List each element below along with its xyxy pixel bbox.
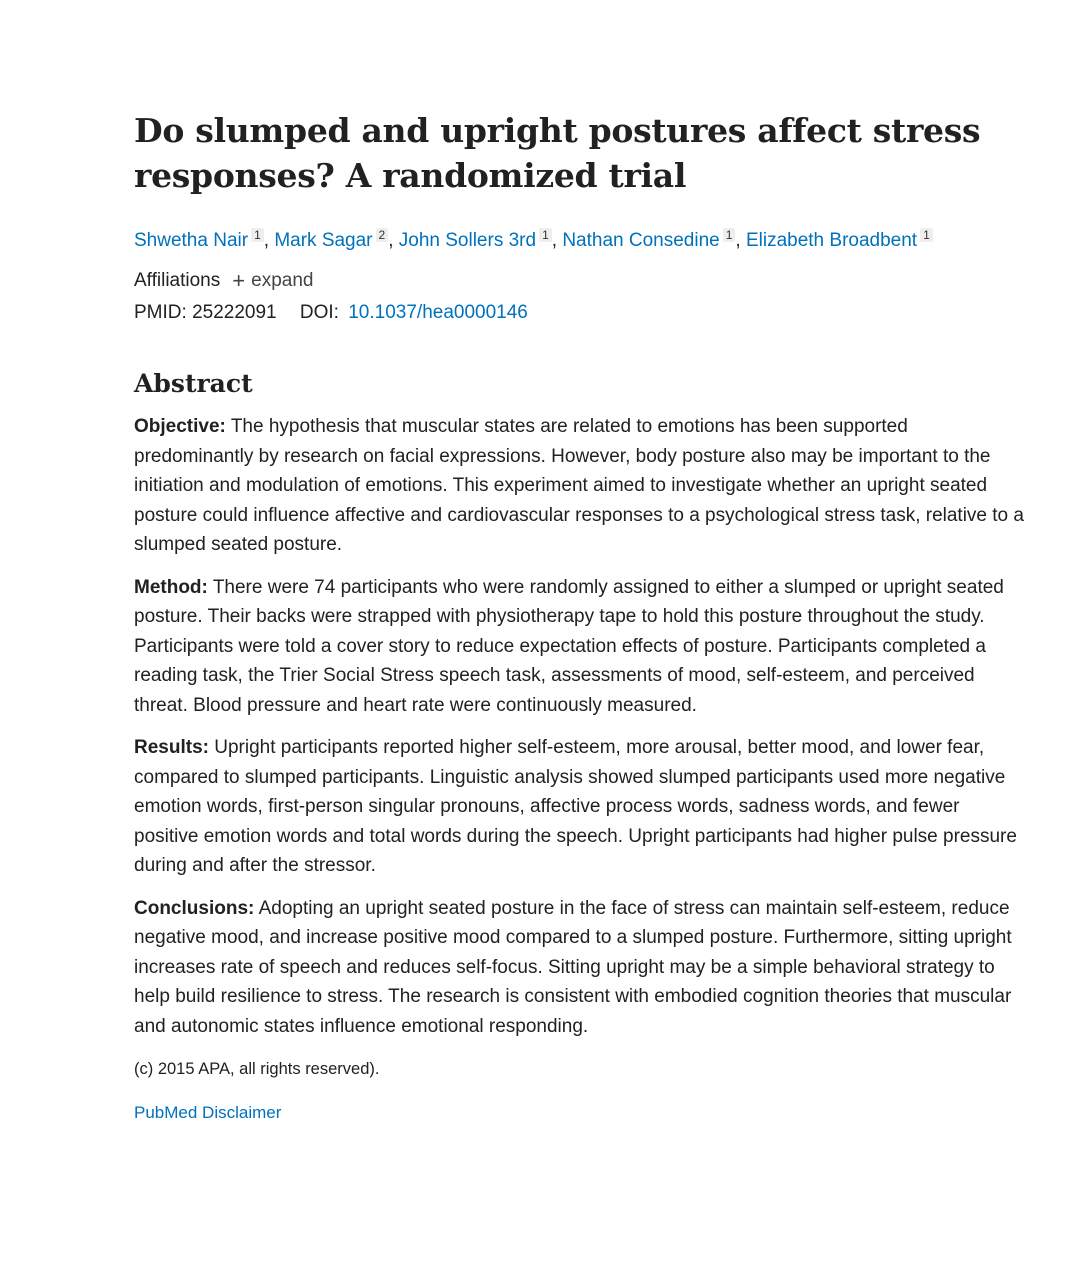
- section-label: Conclusions:: [134, 897, 255, 919]
- identifiers-row: [134, 300, 1024, 326]
- plus-icon: +: [232, 268, 246, 293]
- affiliations-row: [134, 268, 1024, 294]
- section-text: Upright participants reported higher self-esteem, more arousal, better mood, and lower fear, compared to slumped participants. Linguistic analysis showed slumped participants used more negative emotion words, first-person singular pronouns, affective process words, sadness words, and fewer positive emotion words and total words during the speech. Upright participants had higher pulse pressure during and after the stressor.: [134, 737, 1017, 876]
- section-text: The hypothesis that muscular states are related to emotions has been supported predominantly by research on facial expressions. However, body posture also may be important to the initiation and modulation of emotions. This experiment aimed to investigate whether an upright seated posture could influence affective and cardiovascular responses to a psychological stress task, relative to a slumped seated posture.: [134, 416, 1024, 555]
- abstract-objective: [134, 412, 1024, 560]
- affiliation-number[interactable]: 1: [920, 228, 933, 242]
- abstract-results: [134, 733, 1024, 881]
- author-link[interactable]: Elizabeth Broadbent: [745, 230, 918, 251]
- expand-label: expand: [251, 270, 314, 291]
- pmid-value: 25222091: [192, 302, 277, 323]
- affiliation-number[interactable]: 1: [723, 228, 736, 242]
- abstract-heading: Abstract: [134, 369, 253, 398]
- section-label: Method:: [134, 576, 208, 598]
- author-list: Shwetha Nair $^1$ , Mark Sagar $^2$ , John Sollers 3rd $^1$ , Nathan Consedine $^1$ , Elizabeth Broadbent $^1$: [134, 222, 1024, 254]
- copyright-notice: (c) 2015 APA, all rights reserved).: [134, 1060, 380, 1078]
- article-title: Do slumped and upright postures affect stress responses? A randomized trial: [134, 111, 981, 195]
- affiliations-label: Affiliations: [134, 270, 221, 291]
- affiliation-number[interactable]: 1: [539, 228, 552, 242]
- pmid-label: PMID:: [134, 302, 187, 323]
- author-link[interactable]: John Sollers 3rd: [398, 230, 537, 251]
- doi-link[interactable]: 10.1037/hea0000146: [348, 302, 528, 323]
- section-label: Results:: [134, 737, 209, 758]
- section-text: There were 74 participants who were randomly assigned to either a slumped or upright seated posture. Their backs were strapped with physiotherapy tape to hold this posture throughout the study. Participants were told a cover story to reduce expectation effects of posture. Participants completed a reading task, the Trier Social Stress speech task, assessments of mood, self-esteem, and perceived threat. Blood pressure and heart rate were continuously measured.: [134, 576, 1004, 716]
- article-page: [134, 108, 1024, 1125]
- author-link[interactable]: Mark Sagar: [274, 230, 373, 251]
- author-link[interactable]: Shwetha Nair: [134, 230, 249, 251]
- section-label: Objective:: [134, 416, 226, 437]
- author-link[interactable]: Nathan Consedine: [562, 230, 720, 251]
- expand-affiliations-button[interactable]: [232, 268, 313, 294]
- doi-label: DOI:: [299, 302, 339, 323]
- abstract-conclusions: [134, 894, 1024, 1042]
- abstract-method: [134, 573, 1024, 721]
- pubmed-disclaimer-link[interactable]: PubMed Disclaimer: [134, 1103, 282, 1122]
- affiliation-number[interactable]: 1: [251, 228, 264, 242]
- affiliation-number[interactable]: 2: [376, 228, 389, 242]
- section-text: Adopting an upright seated posture in the face of stress can maintain self-esteem, reduce negative mood, and increase positive mood compared to a slumped posture. Furthermore, sitting upright increases rate of speech and reduces self-focus. Sitting upright may be a simple behavioral strategy to help build resilience to stress. The research is consistent with embodied cognition theories that muscular and autonomic states influence emotional responding.: [134, 897, 1012, 1037]
